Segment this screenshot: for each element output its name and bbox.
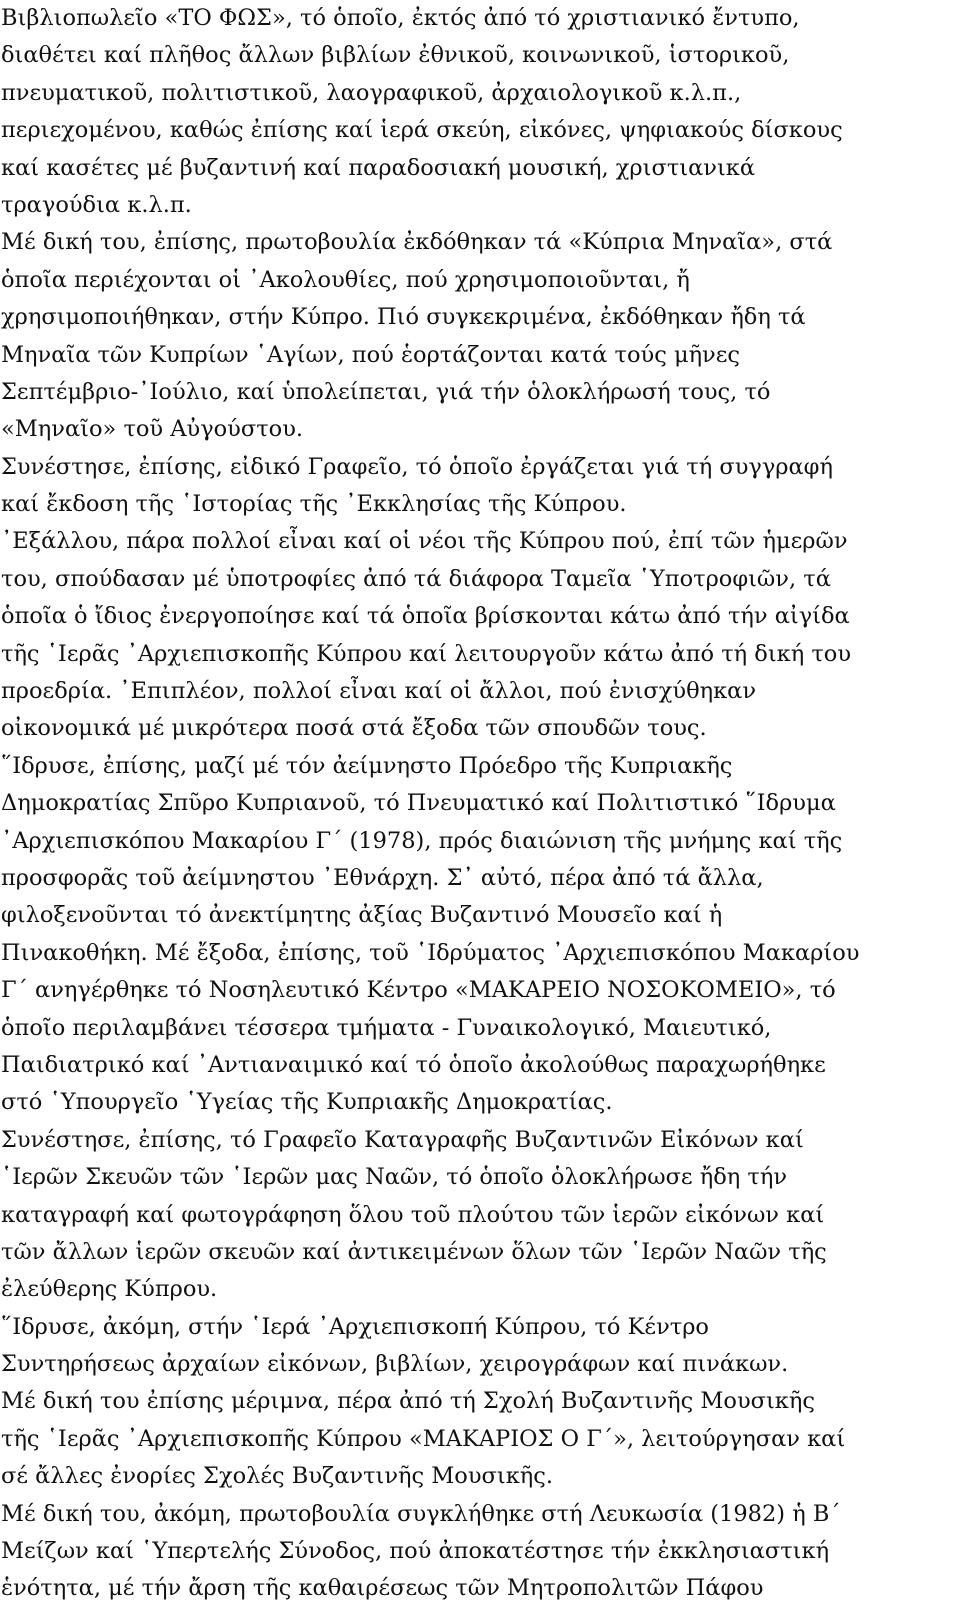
text-line: Παιδιατρικό καί ᾿Αντιαναιμικό καί τό ὁποῖο ἀκολούθως παραχωρήθηκε [1,1051,826,1078]
text-line: ἑνότητα, μέ τήν ἄρση τῆς καθαιρέσεως τῶν Μητροπολιτῶν Πάφου [1,1575,764,1602]
text-line: Μέ δική του ἐπίσης μέριμνα, πέρα ἀπό τή Σχολή Βυζαντινῆς Μουσικῆς [1,1388,815,1415]
text-line: χρησιμοποιήθηκαν, στήν Κύπρο. Πιό συγκεκριμένα, ἐκδόθηκαν ἤδη τά [1,304,806,331]
text-line: Μείζων καί ῾Υπερτελής Σύνοδος, πού ἀποκατέστησε τήν ἐκκλησιαστική [1,1538,830,1565]
text-line: ἐλεύθερης Κύπρου. [1,1276,218,1303]
text-line: του, σπούδασαν μέ ὑποτροφίες ἀπό τά διάφορα Ταμεῖα ῾Υποτροφιῶν, τά [1,565,831,592]
text-line: σέ ἄλλες ἐνορίες Σχολές Βυζαντινῆς Μουσικῆς. [1,1463,554,1490]
text-line: φιλοξενοῦνται τό ἀνεκτίμητης ἀξίας Βυζαντινό Μουσεῖο καί ἡ [1,902,723,929]
text-line: Δημοκρατίας Σπῦρο Κυπριανοῦ, τό Πνευματικό καί Πολιτιστικό ῞Ιδρυμα [1,790,836,817]
text-line: οἰκονομικά μέ μικρότερα ποσά στά ἔξοδα τῶν σπουδῶν τους. [1,715,707,742]
text-line: Συνέστησε, ἐπίσης, τό Γραφεῖο Καταγραφῆς Βυζαντινῶν Εἰκόνων καί [1,1126,804,1153]
text-line: Μέ δική του, ἐπίσης, πρωτοβουλία ἐκδόθηκαν τά «Κύπρια Μηναῖα», στά [1,229,833,256]
text-line: ῞Ιδρυσε, ἐπίσης, μαζί μέ τόν ἀείμνηστο Πρόεδρο τῆς Κυπριακῆς [1,752,733,779]
text-line: καί ἔκδοση τῆς ῾Ιστορίας τῆς ᾿Εκκλησίας τῆς Κύπρου. [1,491,627,518]
text-line: Πινακοθήκη. Μέ ἔξοδα, ἐπίσης, τοῦ ῾Ιδρύματος ᾿Αρχιεπισκόπου Μακαρίου [1,939,860,966]
text-line: Μέ δική του, ἀκόμη, πρωτοβουλία συγκλήθηκε στή Λευκωσία (1982) ἡ Β´ [1,1500,841,1527]
text-line: τῆς ῾Ιερᾶς ᾿Αρχιεπισκοπῆς Κύπρου καί λειτουργοῦν κάτω ἀπό τή δική του [1,640,852,667]
text-line: τῶν ἄλλων ἱερῶν σκευῶν καί ἀντικειμένων ὅλων τῶν ῾Ιερῶν Ναῶν τῆς [1,1238,827,1265]
text-line: προεδρία. ᾿Επιπλέον, πολλοί εἶναι καί οἱ ἄλλοι, πού ἐνισχύθηκαν [1,678,757,705]
text-line: ῾Ιερῶν Σκευῶν τῶν ῾Ιερῶν μας Ναῶν, τό ὁποῖο ὁλοκλήρωσε ἤδη τήν [1,1164,787,1191]
text-line: ᾿Εξάλλου, πάρα πολλοί εἶναι καί οἱ νέοι τῆς Κύπρου πού, ἐπί τῶν ἡμερῶν [1,528,848,555]
text-line: Βιβλιοπωλεῖο «ΤΟ ΦΩΣ», τό ὁποῖο, ἐκτός ἀπό τό χριστιανικό ἔντυπο, [1,5,800,31]
text-line: καταγραφή καί φωτογράφηση ὅλου τοῦ πλούτου τῶν ἱερῶν εἰκόνων καί [1,1201,825,1228]
text-line: Μηναῖα τῶν Κυπρίων ῾Αγίων, πού ἑορτάζονται κατά τούς μῆνες [1,341,740,368]
text-line: Γ´ ανηγέρθηκε τό Νοσηλευτικό Κέντρο «ΜΑΚΑΡΕΙΟ ΝΟΣΟΚΟΜΕΙΟ», τό [1,977,836,1004]
text-line: στό ῾Υπουργεῖο ῾Υγείας τῆς Κυπριακῆς Δημοκρατίας. [1,1089,613,1116]
text-line: Σεπτέμβριο-᾿Ιούλιο, καί ὑπολείπεται, γιά τήν ὁλοκλήρωσή τους, τό [1,378,771,405]
text-line: καί κασέτες μέ βυζαντινή καί παραδοσιακή μουσική, χριστιανικά [1,154,756,181]
text-line: ὁποῖο περιλαμβάνει τέσσερα τμήματα - Γυναικολογικό, Μαιευτικό, [1,1014,772,1041]
text-line: ὁποῖα ὁ ἴδιος ἐνεργοποίησε καί τά ὁποῖα βρίσκονται κάτω ἀπό τήν αἰγίδα [1,603,850,630]
text-line: περιεχομένου, καθώς ἐπίσης καί ἱερά σκεύη, εἰκόνες, ψηφιακούς δίσκους [1,117,843,144]
text-line: Συντηρήσεως ἀρχαίων εἰκόνων, βιβλίων, χειρογράφων καί πινάκων. [1,1351,789,1378]
text-line: ὁποῖα περιέχονται οἱ ᾿Ακολουθίες, πού χρησιμοποιοῦνται, ἤ [1,266,690,293]
text-line: «Μηναῖο» τοῦ Αὐγούστου. [1,416,304,443]
text-line: τῆς ῾Ιερᾶς ᾿Αρχιεπισκοπῆς Κύπρου «ΜΑΚΑΡΙΟΣ Ο Γ´», λειτούργησαν καί [1,1425,846,1452]
text-line: προσφορᾶς τοῦ ἀείμνηστου ᾿Εθνάρχη. Σ᾿ αὐτό, πέρα ἀπό τά ἄλλα, [1,864,764,891]
text-line: τραγούδια κ.λ.π. [1,191,192,218]
text-line: ᾿Αρχιεπισκόπου Μακαρίου Γ´ (1978), πρός διαιώνιση τῆς μνήμης καί τῆς [1,827,843,854]
text-line: ῞Ιδρυσε, ἀκόμη, στήν ῾Ιερά ᾿Αρχιεπισκοπή Κύπρου, τό Κέντρο [1,1313,709,1340]
text-line: διαθέτει καί πλῆθος ἄλλων βιβλίων ἐθνικοῦ, κοινωνικοῦ, ἱστορικοῦ, [1,42,790,69]
text-line: Συνέστησε, ἐπίσης, εἰδικό Γραφεῖο, τό ὁποῖο ἐργάζεται γιά τή συγγραφή [1,453,833,480]
text-line: πνευματικοῦ, πολιτιστικοῦ, λαογραφικοῦ, ἀρχαιολογικοῦ κ.λ.π., [1,79,742,106]
